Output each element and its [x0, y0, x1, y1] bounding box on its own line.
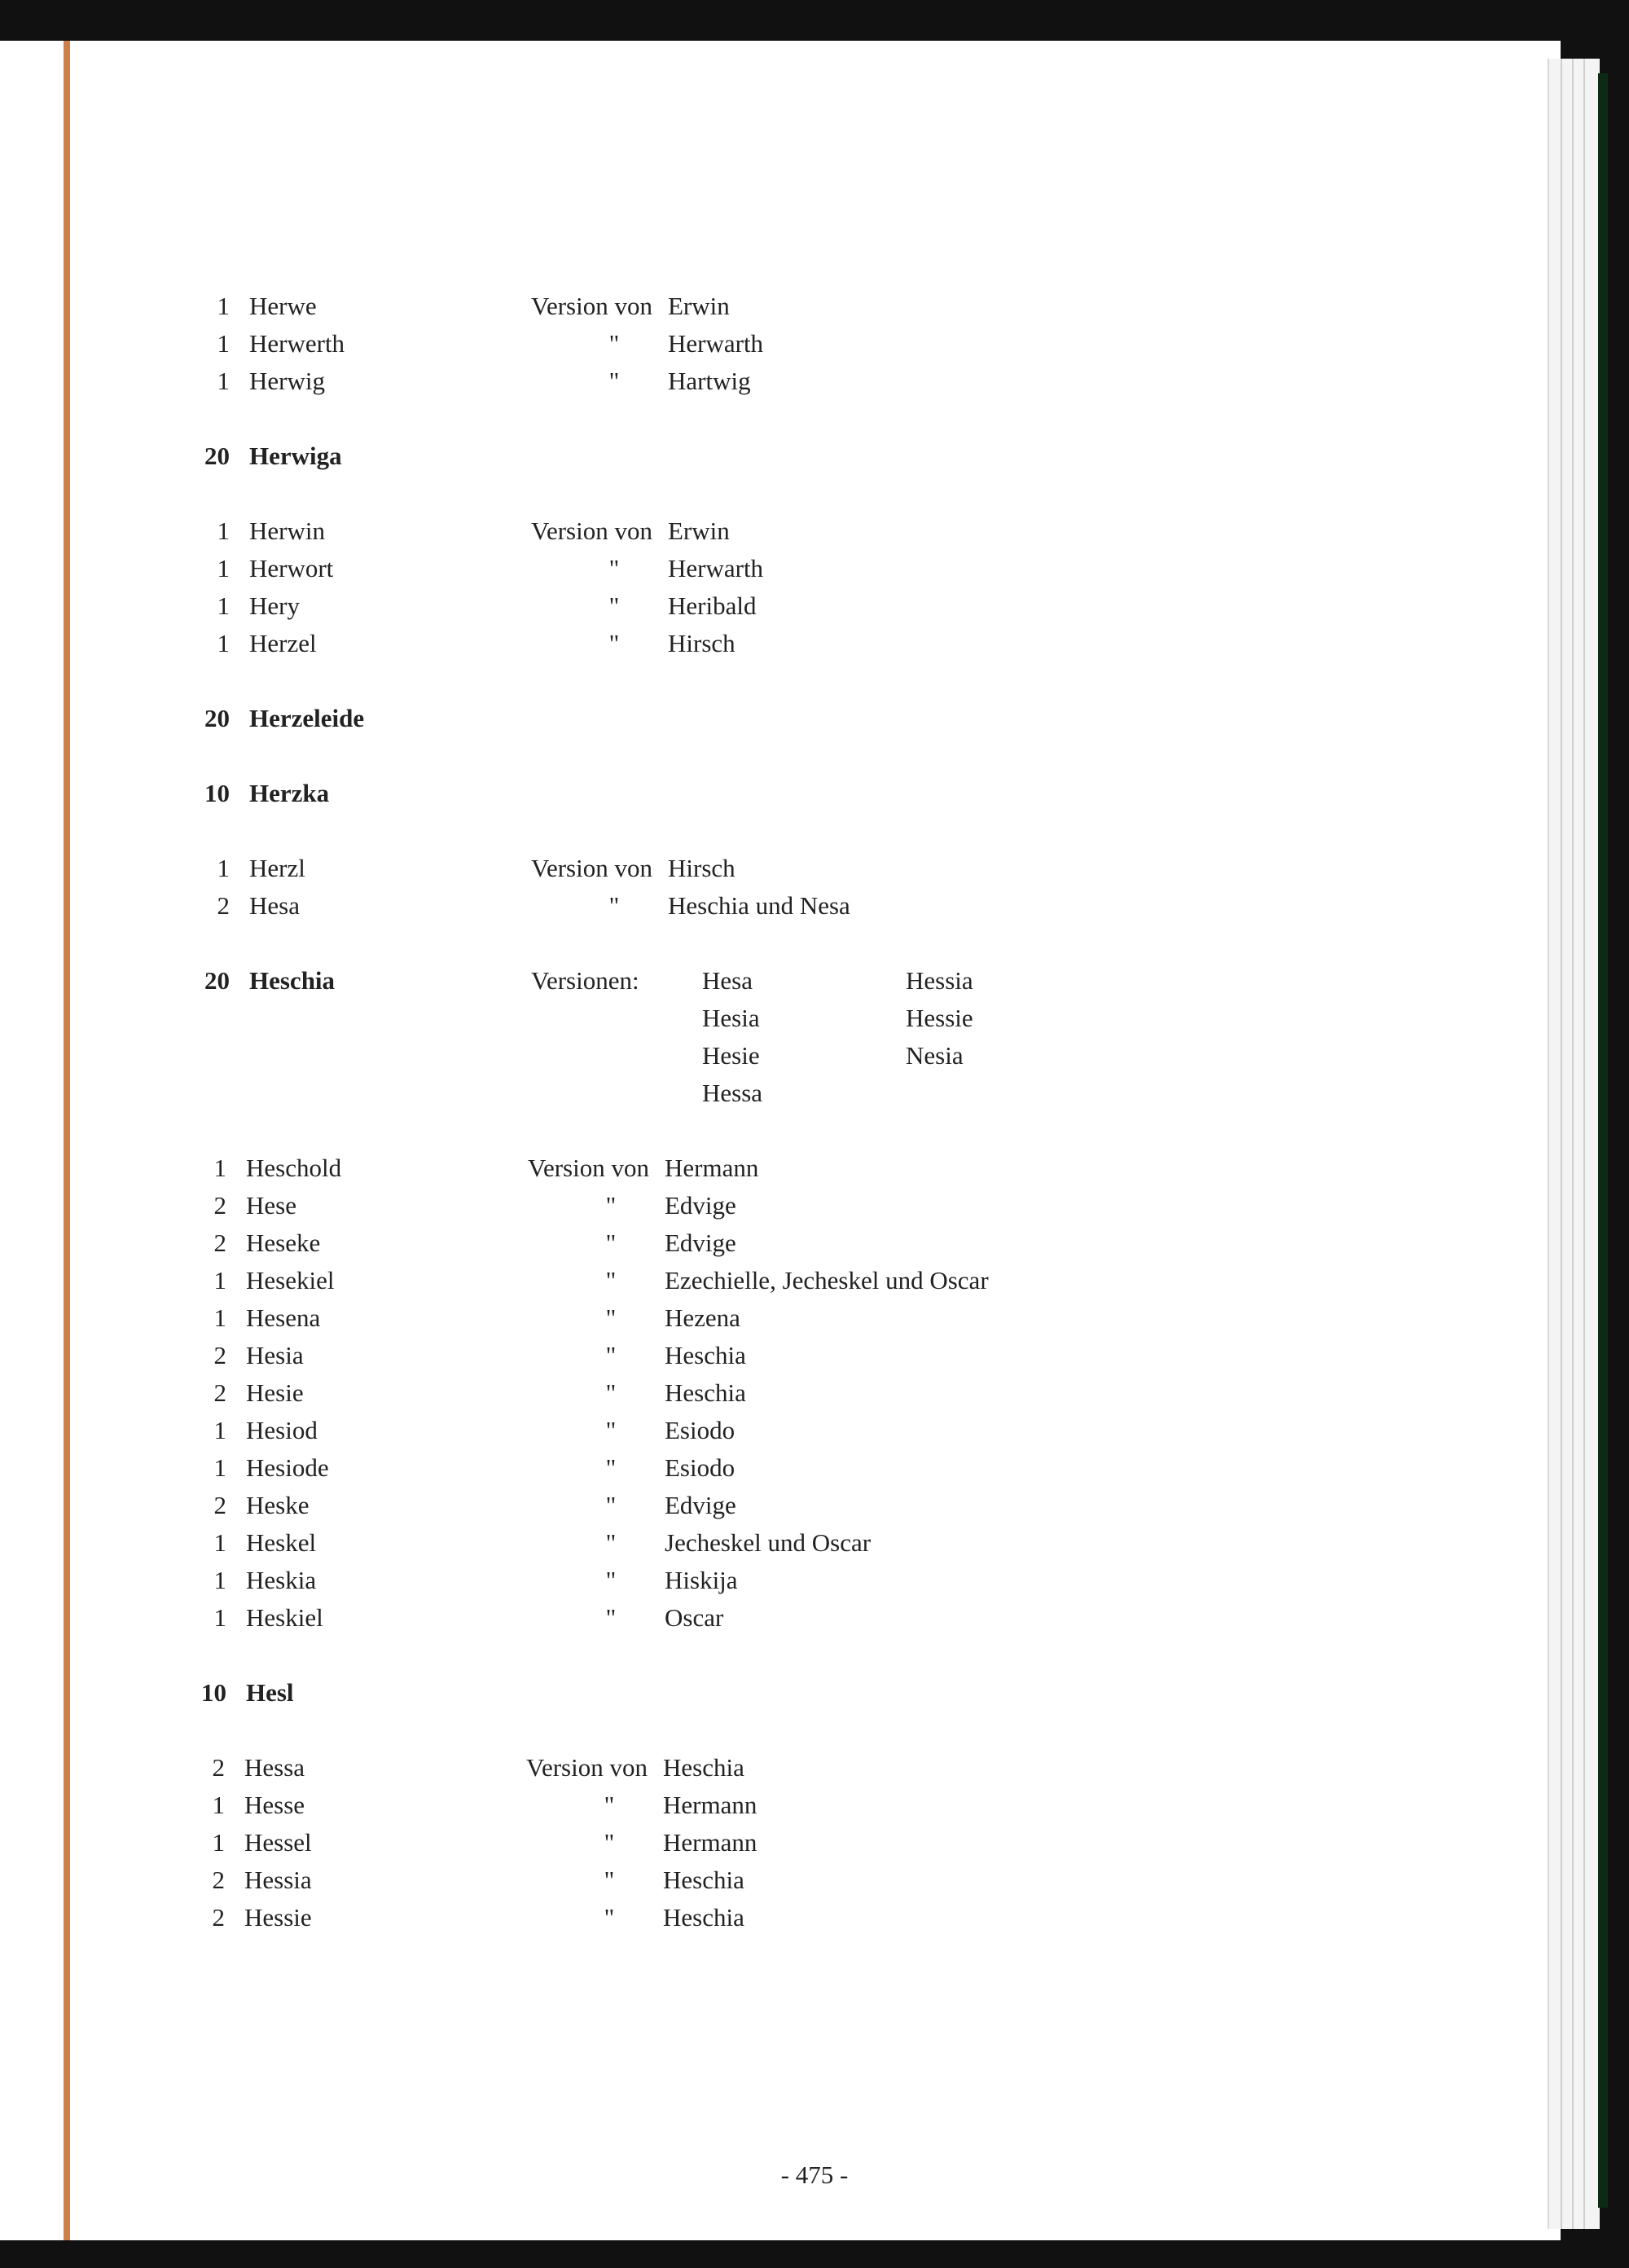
version-label: Version von — [531, 516, 652, 545]
version-target: Heribald — [668, 591, 757, 620]
frequency: 1 — [213, 1303, 226, 1332]
name: Hesekiel — [246, 1266, 335, 1294]
frequency: 10 — [201, 1678, 226, 1707]
version-target: Hesia — [702, 1004, 760, 1032]
version-target: Hartwig — [668, 367, 751, 395]
frequency: 1 — [213, 1154, 226, 1182]
ditto-mark: " — [605, 1378, 617, 1407]
frequency: 1 — [213, 1528, 226, 1557]
frequency: 2 — [213, 1491, 226, 1519]
name: Hessa — [244, 1753, 305, 1782]
frequency: 1 — [217, 854, 230, 882]
name: Herwiga — [249, 442, 342, 470]
version-target: Edvige — [665, 1228, 736, 1257]
version-target: Hiskija — [665, 1566, 738, 1594]
version-target: Herwarth — [668, 554, 764, 582]
version-target: Ezechielle, Jecheskel und Oscar — [665, 1266, 989, 1294]
version-label: Version von — [531, 292, 652, 320]
name: Heskiel — [246, 1603, 323, 1632]
version-target: Hessa — [702, 1079, 763, 1107]
name: Herwerth — [249, 329, 345, 358]
frequency: 1 — [217, 591, 230, 620]
version-target: Esiodo — [665, 1453, 735, 1482]
ditto-mark: " — [608, 329, 620, 358]
ditto-mark: " — [604, 1866, 615, 1894]
ditto-mark: " — [605, 1603, 617, 1632]
ditto-mark: " — [608, 367, 620, 395]
version-target: Hesa — [702, 966, 753, 995]
version-target: Heschia — [663, 1866, 744, 1894]
ditto-mark: " — [608, 891, 620, 920]
frequency: 2 — [213, 1191, 226, 1220]
name: Heske — [246, 1491, 310, 1519]
name: Hessie — [244, 1903, 312, 1932]
name: Herzl — [249, 854, 305, 882]
version-target: Hezena — [665, 1303, 740, 1332]
ditto-mark: " — [608, 591, 620, 620]
version-target: Herwarth — [668, 329, 764, 358]
ditto-mark: " — [608, 554, 620, 582]
frequency: 1 — [213, 1453, 226, 1482]
frequency: 20 — [204, 442, 230, 470]
version-target: Jecheskel und Oscar — [665, 1528, 872, 1557]
frequency: 1 — [217, 367, 230, 395]
frequency: 1 — [213, 1603, 226, 1632]
name: Hese — [246, 1191, 296, 1220]
version-label: Version von — [526, 1753, 648, 1782]
version-target: Hesie — [702, 1041, 760, 1070]
page-stack — [1548, 59, 1600, 2229]
book-page — [0, 41, 1561, 2240]
frequency: 2 — [217, 891, 230, 920]
ditto-mark: " — [605, 1528, 617, 1557]
version-target: Hermann — [665, 1154, 759, 1182]
name: Hesiode — [246, 1453, 329, 1482]
name: Hery — [249, 591, 300, 620]
frequency: 1 — [217, 554, 230, 582]
frequency: 1 — [217, 516, 230, 545]
version-target: Edvige — [665, 1191, 736, 1220]
name: Hesa — [249, 891, 300, 920]
ditto-mark: " — [605, 1453, 617, 1482]
ditto-mark: " — [604, 1828, 615, 1857]
name: Hesie — [246, 1378, 304, 1407]
frequency: 1 — [213, 1266, 226, 1294]
version-target-2: Nesia — [906, 1041, 964, 1070]
frequency: 2 — [212, 1753, 225, 1782]
name: Herwig — [249, 367, 325, 395]
name: Heskia — [246, 1566, 317, 1594]
version-target: Heschia — [663, 1903, 744, 1932]
frequency: 1 — [213, 1566, 226, 1594]
version-target: Hermann — [663, 1791, 757, 1819]
name: Hesia — [246, 1341, 304, 1369]
name: Herzeleide — [249, 704, 365, 732]
name: Herwe — [249, 292, 317, 320]
name: Heschold — [246, 1154, 342, 1182]
version-target: Heschia und Nesa — [668, 891, 850, 920]
name: Hesiod — [246, 1416, 318, 1444]
version-target-2: Hessia — [906, 966, 973, 995]
ditto-mark: " — [605, 1341, 617, 1369]
frequency: 2 — [213, 1228, 226, 1257]
version-target: Heschia — [663, 1753, 744, 1782]
name: Herzka — [249, 779, 330, 807]
frequency: 10 — [204, 779, 230, 807]
name: Herwort — [249, 554, 334, 582]
version-target-2: Hessie — [906, 1004, 973, 1032]
version-label: Version von — [531, 854, 652, 882]
name: Heseke — [246, 1228, 321, 1257]
frequency: 1 — [213, 1416, 226, 1444]
name: Herwin — [249, 516, 325, 545]
frequency: 20 — [204, 704, 230, 732]
version-target: Hermann — [663, 1828, 757, 1857]
version-target: Esiodo — [665, 1416, 735, 1444]
ditto-mark: " — [605, 1416, 617, 1444]
page-number: - 475 - — [780, 2160, 849, 2189]
ditto-mark: " — [605, 1266, 617, 1294]
version-target: Heschia — [665, 1341, 746, 1369]
frequency: 2 — [212, 1866, 225, 1894]
frequency: 2 — [212, 1903, 225, 1932]
name: Heschia — [249, 966, 336, 995]
version-target: Hirsch — [668, 629, 735, 657]
book-spine — [1598, 73, 1608, 2208]
ditto-mark: " — [605, 1566, 617, 1594]
ditto-mark: " — [605, 1228, 617, 1257]
name: Hessel — [244, 1828, 312, 1857]
frequency: 2 — [213, 1341, 226, 1369]
version-label: Versionen: — [531, 966, 639, 995]
ditto-mark: " — [608, 629, 620, 657]
ditto-mark: " — [604, 1791, 615, 1819]
name: Hesl — [246, 1678, 294, 1707]
cover-edge — [64, 41, 70, 2240]
frequency: 20 — [204, 966, 230, 995]
name: Hessia — [244, 1866, 312, 1894]
version-target: Edvige — [665, 1491, 736, 1519]
name: Hesse — [244, 1791, 305, 1819]
frequency: 1 — [217, 329, 230, 358]
version-label: Version von — [528, 1154, 649, 1182]
frequency: 1 — [212, 1828, 225, 1857]
version-target: Oscar — [665, 1603, 724, 1632]
name: Heskel — [246, 1528, 317, 1557]
version-target: Hirsch — [668, 854, 735, 882]
ditto-mark: " — [605, 1191, 617, 1220]
version-target: Heschia — [665, 1378, 746, 1407]
ditto-mark: " — [605, 1303, 617, 1332]
ditto-mark: " — [605, 1491, 617, 1519]
frequency: 2 — [213, 1378, 226, 1407]
frequency: 1 — [217, 292, 230, 320]
name: Herzel — [249, 629, 317, 657]
frequency: 1 — [212, 1791, 225, 1819]
frequency: 1 — [217, 629, 230, 657]
ditto-mark: " — [604, 1903, 615, 1932]
version-target: Erwin — [668, 292, 730, 320]
name: Hesena — [246, 1303, 321, 1332]
version-target: Erwin — [668, 516, 730, 545]
